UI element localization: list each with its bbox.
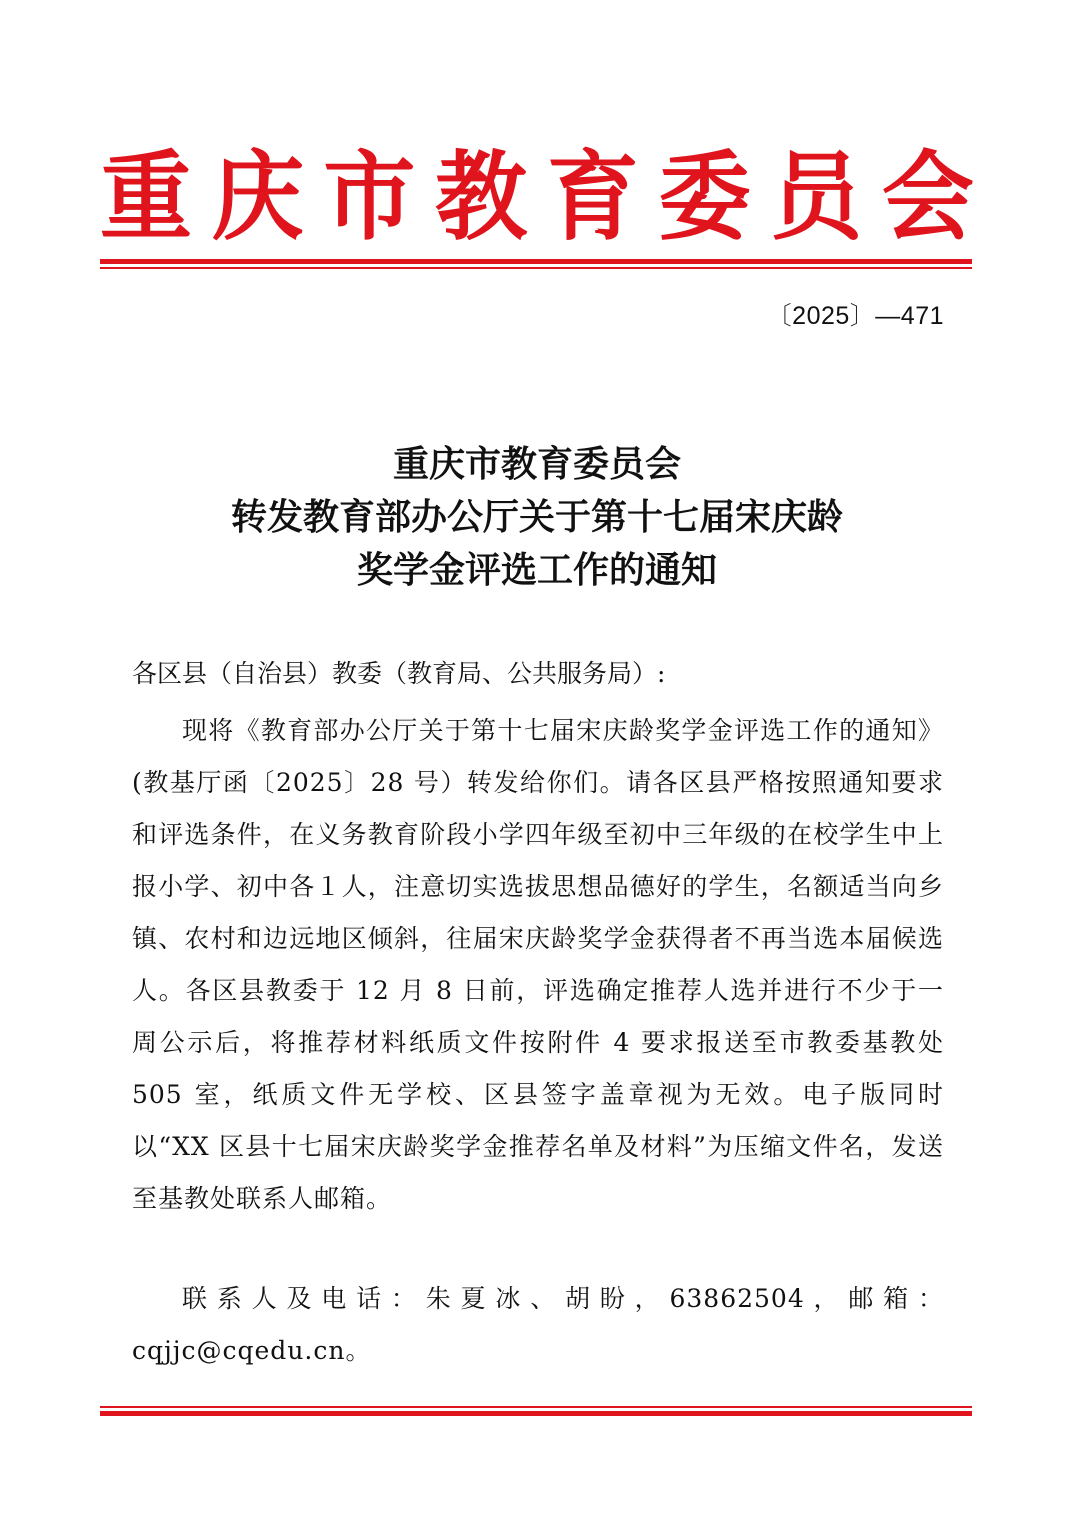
header-red-divider	[100, 259, 972, 269]
footer-red-divider	[100, 1406, 972, 1416]
masthead-org-name	[100, 138, 974, 258]
divider-thick-line	[100, 259, 972, 264]
masthead-char: 会	[881, 141, 974, 254]
masthead-char: 庆	[211, 141, 304, 254]
divider-thin-line	[100, 1406, 972, 1408]
document-number: 〔2025〕—471	[766, 302, 944, 330]
title-line-2: 转发教育部办公厅关于第十七届宋庆龄	[230, 496, 843, 538]
masthead-char: 教	[435, 141, 528, 254]
masthead-char: 委	[658, 141, 751, 254]
divider-thick-line	[100, 1411, 972, 1416]
title-line-1: 重庆市教育委员会	[392, 443, 681, 485]
masthead-char: 员	[770, 141, 863, 254]
title-line-3: 奖学金评选工作的通知	[356, 549, 717, 591]
body-paragraph: 现将《教育部办公厅关于第十七届宋庆龄奖学金评选工作的通知》(教基厅函〔2025〕28 号）转发给你们。请各区县严格按照通知要求和评选条件，在义务教育阶段小学四年级至初中三年级的在校学生中上报小学、初中各１人，注意切实选拔思想品德好的学生，名额适当向乡镇、农村和边远地区倾斜，往届宋庆龄奖学金获得者不再当选本届候选人。各区县教委于 12 月 8 日前，评选确定推荐人选并进行不少于一周公示后，将推荐材料纸质文件按附件 4 要求报送至市教委基教处 505 室，纸质文件无学校、区县签字盖章视为无效。电子版同时以“XX 区县十七届宋庆龄奖学金推荐名单及材料”为压缩文件名，发送至基教处联系人邮箱。	[132, 716, 944, 1213]
contact-paragraph: 联系人及电话：朱夏冰、胡盼，63862504，邮箱：cqjjc@cqedu.cn。	[132, 1284, 944, 1365]
masthead-char: 育	[546, 141, 639, 254]
document-title	[100, 438, 974, 597]
divider-thin-line	[100, 267, 972, 269]
masthead-char: 重	[100, 141, 193, 254]
salutation: 各区县（自治县）教委（教育局、公共服务局）:	[132, 659, 666, 688]
masthead-char: 市	[323, 141, 416, 254]
